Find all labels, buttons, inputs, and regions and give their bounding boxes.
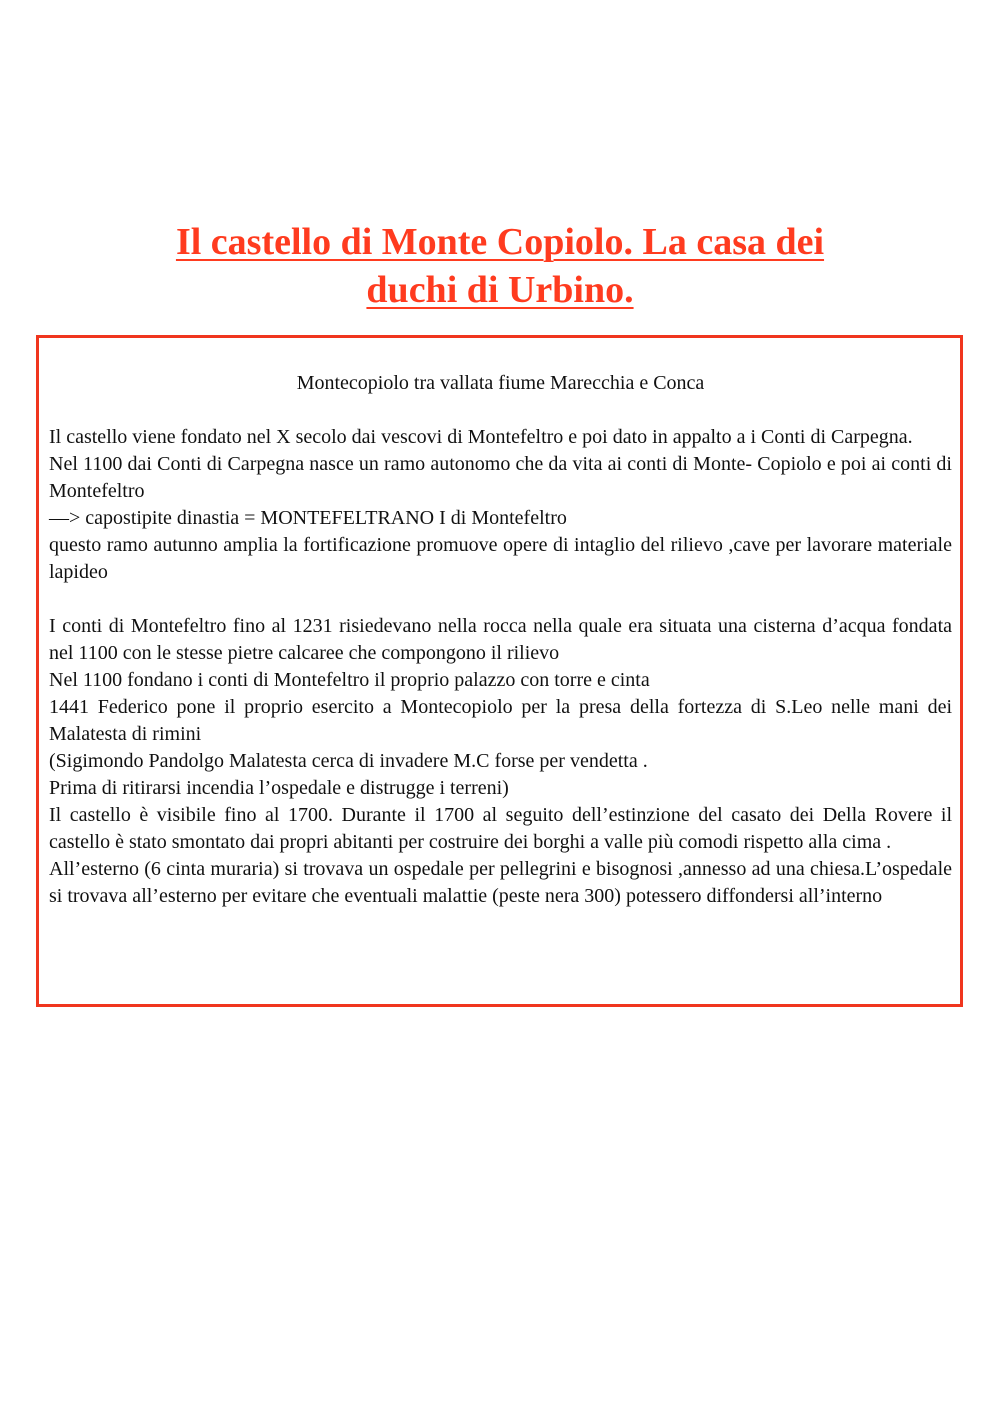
- paragraph-rocca: I conti di Montefeltro fino al 1231 risiedevano nella rocca nella quale era situata una cisterna d’acqua fondata nel 1100 con le stesse pietre calcaree che compongono il rilievo: [49, 615, 952, 664]
- paragraph-1700: Il castello è visibile fino al 1700. Durante il 1700 al seguito dell’estinzione del casato dei Della Rovere il castello è stato smontato dai propri abitanti per costruire dei borghi a valle più comodi rispetto alla cima .: [49, 804, 952, 853]
- paragraph-federico: 1441 Federico pone il proprio esercito a Montecopiolo per la presa della fortezza di S.Leo nelle mani dei Malatesta di rimini: [49, 696, 952, 745]
- page-title-line-2: duchi di Urbino.: [366, 269, 634, 311]
- paragraph-esterno: All’esterno (6 cinta muraria) si trovava un ospedale per pellegrini e bisognosi ,annesso ad una chiesa.L’ospedale si trovava all’esterno per evitare che eventuali malattie (peste nera 300) potessero diffondersi all’interno: [49, 858, 952, 907]
- page-title-line-1: Il castello di Monte Copiolo. La casa dei: [175, 221, 825, 263]
- paragraph-spacer: [49, 586, 952, 613]
- paragraph-palazzo: Nel 1100 fondano i conti di Montefeltro il proprio palazzo con torre e cinta: [49, 669, 650, 691]
- paragraph-malatesta: (Sigimondo Pandolgo Malatesta cerca di invadere M.C forse per vendetta .: [49, 750, 648, 772]
- paragraph-foundation: Il castello viene fondato nel X secolo dai vescovi di Montefeltro e poi dato in appalto a i Conti di Carpegna.: [49, 426, 913, 448]
- box-subtitle: Montecopiolo tra vallata fiume Marecchia e Conca: [296, 372, 705, 394]
- page-title: [80, 218, 920, 314]
- content-body: [49, 370, 952, 910]
- content-box: [36, 335, 963, 1007]
- paragraph-branch: Nel 1100 dai Conti di Carpegna nasce un ramo autonomo che da vita ai conti di Monte- Copiolo e poi ai conti di Montefeltro: [49, 453, 952, 502]
- paragraph-ospedale-fire: Prima di ritirarsi incendia l’ospedale e distrugge i terreni): [49, 777, 509, 799]
- paragraph-fortification: questo ramo autunno amplia la fortificazione promuove opere di intaglio del rilievo ,cave per lavorare materiale lapideo: [49, 534, 952, 583]
- paragraph-dynasty: —> capostipite dinastia = MONTEFELTRANO I di Montefeltro: [49, 507, 567, 529]
